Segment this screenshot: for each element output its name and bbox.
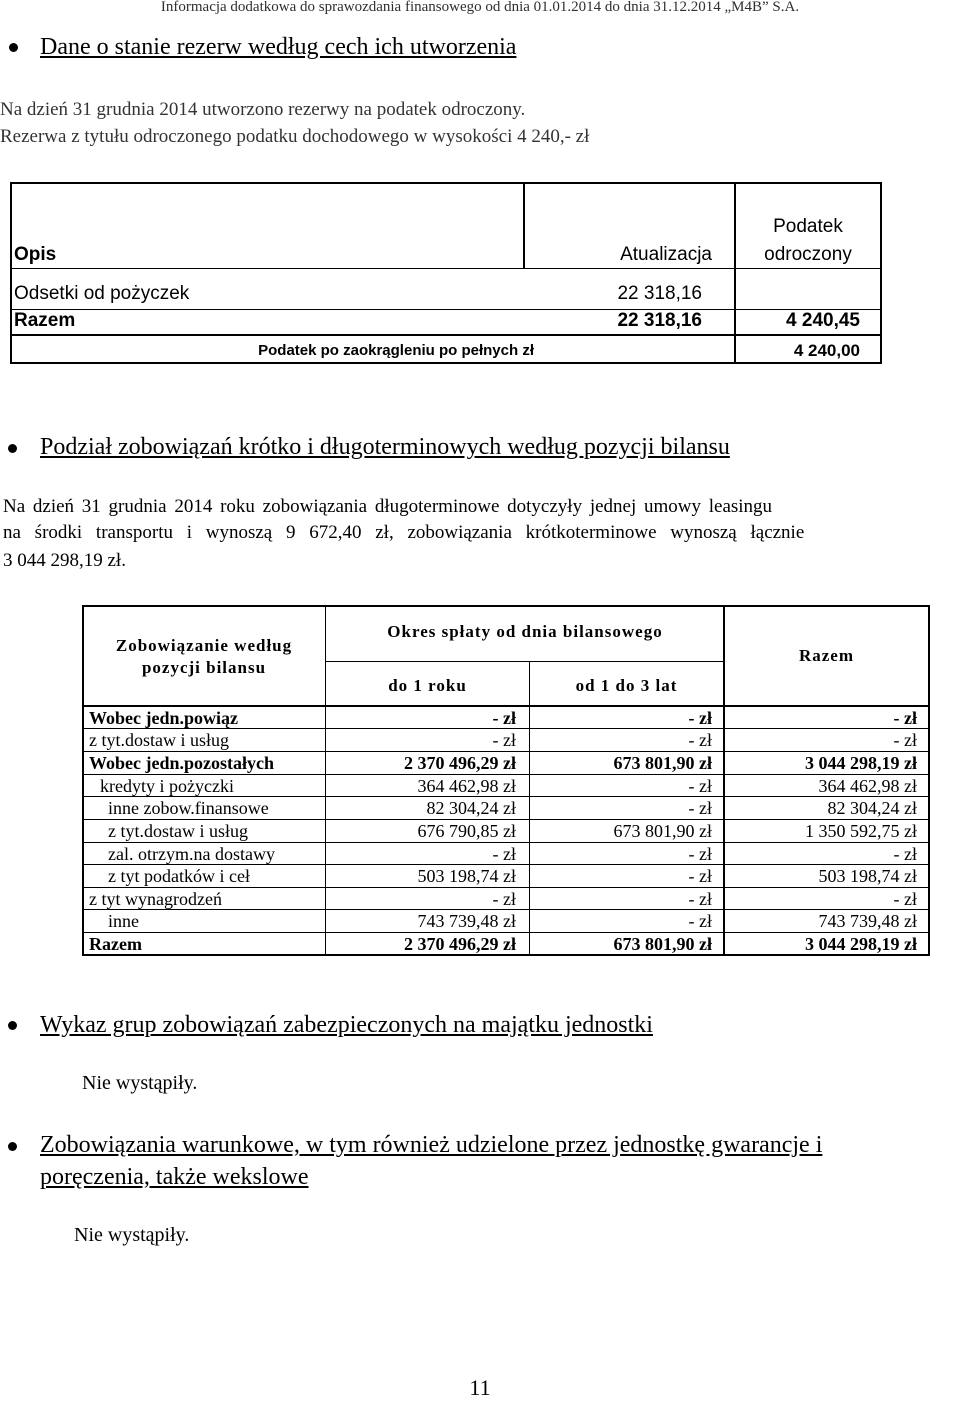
table-row-to-1-year: 82 304,24 zł [426, 798, 516, 818]
table-row-1-to-3-years: - zł [688, 730, 712, 750]
table-row-1-to-3-years: 673 801,90 zł [613, 934, 712, 954]
table-row-to-1-year: - zł [492, 844, 516, 864]
section-title-reserves: Dane o stanie rezerw według cech ich utworzenia [40, 34, 517, 60]
row-atualizacja-razem: 22 318,16 [617, 310, 702, 331]
table-row-label: z tyt podatków i ceł [108, 866, 250, 886]
table-row-label: z tyt.dostaw i usług [89, 730, 229, 750]
table-row-1-to-3-years: - zł [688, 889, 712, 909]
table-row-1-to-3-years: - zł [688, 866, 712, 886]
table-row-to-1-year: 2 370 496,29 zł [404, 753, 516, 773]
table-row-label: Wobec jedn.powiąz [89, 708, 239, 728]
col-header-to-1-year: do 1 roku [388, 676, 467, 695]
table-row-total: - zł [893, 889, 917, 909]
col-header-period: Okres spłaty od dnia bilansowego [387, 622, 663, 641]
table-row-label: inne [108, 911, 139, 931]
table-row-total: 3 044 298,19 zł [805, 934, 917, 954]
table-row-label: z tyt.dostaw i usług [108, 821, 248, 841]
reserves-line-1: Na dzień 31 grudnia 2014 utworzono rezerwy na podatek odroczony. [0, 99, 526, 120]
col-header-total: Razem [798, 646, 855, 665]
col-header-odroczony: odroczony [764, 244, 852, 265]
table-row-label: Wobec jedn.pozostałych [89, 753, 275, 773]
table-row-total: - zł [893, 708, 917, 728]
contingent-text: Nie wystąpiły. [74, 1224, 190, 1246]
table-row-label: kredyty i pożyczki [100, 776, 234, 796]
table-row-total: - zł [893, 844, 917, 864]
bullet-icon [9, 43, 18, 52]
table-row-1-to-3-years: - zł [688, 798, 712, 818]
page-number: 11 [469, 1375, 491, 1400]
col-header-position-2: pozycji bilansu [141, 658, 267, 677]
rounded-label: Podatek po zaokrągleniu po pełnych zł [258, 342, 534, 359]
table-row-total: 82 304,24 zł [827, 798, 917, 818]
table-row-1-to-3-years: - zł [688, 911, 712, 931]
table-row-total: 743 739,48 zł [818, 911, 917, 931]
table-row-total: 364 462,98 zł [818, 776, 917, 796]
section-title-contingent-2: poręczenia, także wekslowe [40, 1164, 309, 1190]
table-row-to-1-year: 743 739,48 zł [417, 911, 516, 931]
row-opis: Odsetki od pożyczek [14, 283, 190, 304]
table-row-to-1-year: - zł [492, 730, 516, 750]
bullet-icon [8, 1142, 17, 1151]
row-opis-razem: Razem [14, 310, 76, 331]
bullet-icon [8, 444, 17, 453]
table-row-to-1-year: 676 790,85 zł [417, 821, 516, 841]
table-row-to-1-year: 364 462,98 zł [417, 776, 516, 796]
table-row-label: z tyt wynagrodzeń [89, 889, 222, 909]
table-row-1-to-3-years: 673 801,90 zł [613, 821, 712, 841]
table-row-label: zal. otrzym.na dostawy [108, 844, 275, 864]
col-header-atualizacja: Atualizacja [620, 244, 712, 265]
secured-text: Nie wystąpiły. [82, 1072, 198, 1094]
table-row-to-1-year: - zł [492, 889, 516, 909]
table-row-label: Razem [89, 934, 142, 954]
section-title-contingent-1: Zobowiązania warunkowe, w tym również udzielone przez jednostkę gwarancje i [40, 1132, 823, 1158]
table-row-total: 3 044 298,19 zł [805, 753, 917, 773]
bullet-icon [8, 1021, 17, 1030]
col-header-opis: Opis [14, 244, 57, 265]
table-row-1-to-3-years: 673 801,90 zł [613, 753, 712, 773]
table-row-to-1-year: - zł [492, 708, 516, 728]
row-atualizacja: 22 318,16 [617, 283, 702, 304]
table-row-total: 503 198,74 zł [818, 866, 917, 886]
table-row-total: 1 350 592,75 zł [805, 821, 917, 841]
liabilities-table [82, 605, 930, 956]
table-row-1-to-3-years: - zł [688, 776, 712, 796]
table-row-label: inne zobow.finansowe [108, 798, 269, 818]
table-row-1-to-3-years: - zł [688, 844, 712, 864]
table-row-1-to-3-years: - zł [688, 708, 712, 728]
row-podatek-razem: 4 240,45 [786, 310, 860, 331]
col-header-podatek: Podatek [773, 216, 843, 237]
reserves-line-2: Rezerwa z tytułu odroczonego podatku dochodowego w wysokości 4 240,- zł [0, 126, 590, 147]
table-row-to-1-year: 2 370 496,29 zł [404, 934, 516, 954]
liabilities-para-line-3: 3 044 298,19 zł. [3, 550, 126, 571]
liabilities-para-line-2: na środki transportu i wynoszą 9 672,40 zł, zobowiązania krótkoterminowe wynoszą łącznie [3, 522, 805, 543]
table-row-total: - zł [893, 730, 917, 750]
page-header: Informacja dodatkowa do sprawozdania finansowego od dnia 01.01.2014 do dnia 31.12.2014 „M4B” S.A. [160, 0, 800, 15]
table-row-to-1-year: 503 198,74 zł [417, 866, 516, 886]
liabilities-para-line-1: Na dzień 31 grudnia 2014 roku zobowiązania długoterminowe dotyczyły jednej umowy leasingu [3, 496, 773, 517]
rounded-value: 4 240,00 [793, 341, 860, 360]
col-header-position-1: Zobowiązanie według [115, 636, 293, 655]
section-title-liabilities: Podział zobowiązań krótko i długoterminowych według pozycji bilansu [40, 434, 730, 460]
section-title-secured: Wykaz grup zobowiązań zabezpieczonych na majątku jednostki [40, 1012, 653, 1038]
col-header-1-to-3-years: od 1 do 3 lat [575, 676, 678, 695]
deferred-tax-table [10, 182, 882, 364]
